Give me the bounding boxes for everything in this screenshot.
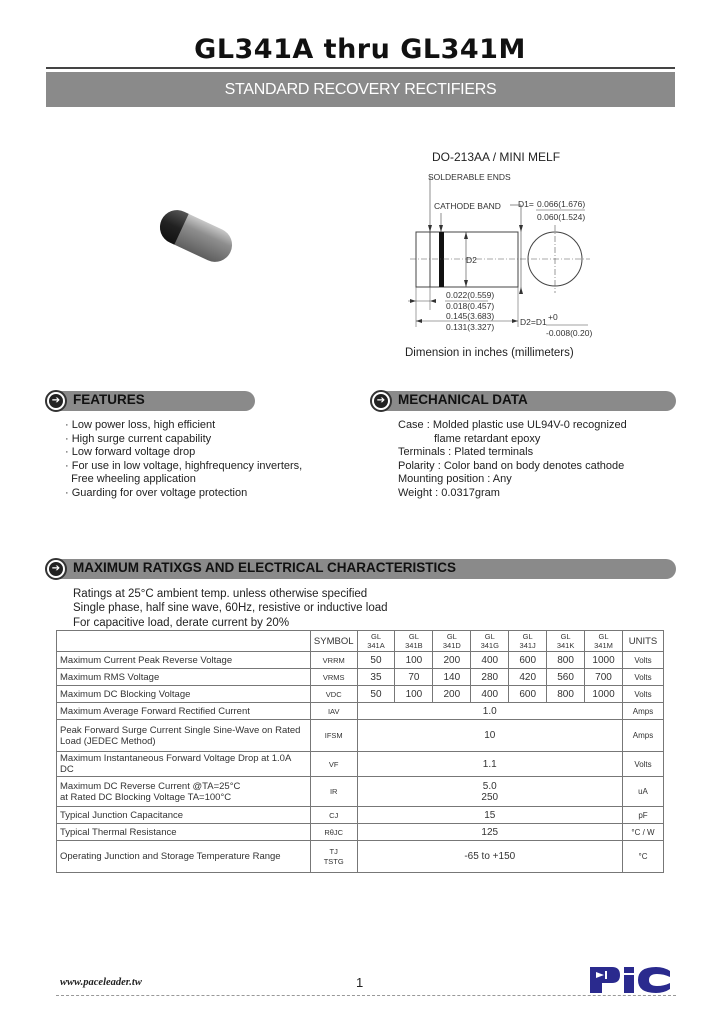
mechanical-list bbox=[398, 419, 627, 501]
list-item: Terminals : Plated terminals bbox=[398, 446, 534, 459]
page-title: GL341A thru GL341M bbox=[194, 34, 526, 65]
label-tolerance-plus: +0 bbox=[548, 312, 558, 322]
list-item: · Low power loss, high efficient bbox=[65, 419, 216, 431]
list-item: · Low forward voltage drop bbox=[65, 446, 196, 459]
label-d1-max: 0.066(1.676) bbox=[537, 199, 586, 209]
dimension-caption: Dimension in inches (millimeters) bbox=[405, 347, 574, 359]
table-header-symbol: SYMBOL bbox=[310, 631, 357, 652]
table-row: Operating Junction and Storage Temperature Range TJ TSTG -65 to +150 °C bbox=[57, 841, 664, 873]
table-row: Maximum Instantaneous Forward Voltage Drop at 1.0A DC VF 1.1 Volts bbox=[57, 752, 664, 777]
label-d1: D1= bbox=[518, 199, 534, 209]
mechanical-heading-label: MECHANICAL DATA bbox=[398, 392, 528, 407]
mechanical-heading bbox=[370, 389, 676, 413]
table-row: Maximum DC Blocking Voltage VDC 50 100 200 400 600 800 1000 Volts bbox=[57, 686, 664, 703]
footer-divider bbox=[56, 995, 676, 996]
page-number: 1 bbox=[356, 975, 364, 990]
list-item: Mounting position : Any bbox=[398, 473, 512, 486]
table-row: Maximum Average Forward Rectified Current IAV 1.0 Amps bbox=[57, 703, 664, 720]
table-row: Maximum Current Peak Reverse Voltage VRRM 50 100 200 400 600 800 1000 Volts bbox=[57, 652, 664, 669]
table-row: Typical Junction Capacitance CJ 15 pF bbox=[57, 807, 664, 824]
table-row: Maximum RMS Voltage VRMS 35 70 140 280 420 560 700 Volts bbox=[57, 669, 664, 686]
table-row: Maximum DC Reverse Current @TA=25°C at Rated DC Blocking Voltage TA=100°C IR 5.0 250 uA bbox=[57, 777, 664, 807]
label-band-max: 0.022(0.559) bbox=[446, 290, 495, 300]
list-item: Weight : 0.0317gram bbox=[398, 486, 500, 499]
ratings-heading bbox=[45, 557, 676, 581]
arrow-circle-icon: ➔ bbox=[45, 558, 67, 580]
table-header-part: GL 341G bbox=[471, 631, 509, 652]
list-item: · High surge current capability bbox=[65, 432, 212, 445]
list-item: Case : Molded plastic use UL94V-0 recognized bbox=[398, 419, 627, 431]
table-header-part: GL 341A bbox=[357, 631, 395, 652]
list-item: · Guarding for over voltage protection bbox=[65, 486, 248, 499]
features-heading-label: FEATURES bbox=[73, 392, 145, 407]
ratings-note: For capacitive load, derate current by 20% bbox=[73, 616, 290, 629]
label-d1-min: 0.060(1.524) bbox=[537, 212, 586, 222]
table-header-part: GL 341J bbox=[509, 631, 547, 652]
label-length-min: 0.131(3.327) bbox=[446, 322, 495, 332]
table-header-units: UNITS bbox=[622, 631, 663, 652]
ratings-heading-label: MAXIMUM RATIXGS AND ELECTRICAL CHARACTERISTICS bbox=[73, 560, 456, 575]
label-cathode-band: CATHODE BAND bbox=[434, 201, 501, 211]
label-tolerance: D2=D1 bbox=[520, 317, 547, 327]
table-header-row bbox=[57, 631, 664, 652]
label-length-max: 0.145(3.683) bbox=[446, 311, 495, 321]
list-item: Free wheeling application bbox=[65, 473, 196, 486]
table-row: Typical Thermal Resistance RθJC 125 °C / W bbox=[57, 824, 664, 841]
arrow-circle-icon: ➔ bbox=[370, 390, 392, 412]
features-list bbox=[65, 419, 302, 501]
title-divider bbox=[46, 67, 675, 69]
subtitle-banner: STANDARD RECOVERY RECTIFIERS bbox=[46, 72, 675, 107]
ratings-note: Ratings at 25°C ambient temp. unless otherwise specified bbox=[73, 588, 368, 600]
list-item: Polarity : Color band on body denotes cathode bbox=[398, 459, 625, 472]
table-header-desc bbox=[57, 631, 311, 652]
label-solderable-ends: SOLDERABLE ENDS bbox=[428, 172, 511, 182]
table-header-part: GL 341D bbox=[433, 631, 471, 652]
characteristics-table bbox=[56, 630, 664, 873]
table-header-part: GL 341M bbox=[585, 631, 623, 652]
dimension-drawing bbox=[400, 165, 600, 340]
label-band-min: 0.018(0.457) bbox=[446, 301, 495, 311]
label-tolerance-minus: -0.008(0.20) bbox=[546, 328, 593, 338]
arrow-circle-icon: ➔ bbox=[45, 390, 67, 412]
pic-logo bbox=[586, 965, 672, 995]
package-caption: DO-213AA / MINI MELF bbox=[432, 150, 561, 164]
list-item: · For use in low voltage, highfrequency inverters, bbox=[65, 459, 303, 472]
ratings-note: Single phase, half sine wave, 60Hz, resistive or inductive load bbox=[73, 602, 388, 615]
table-row: Peak Forward Surge Current Single Sine-Wave on Rated Load (JEDEC Method) IFSM 10 Amps bbox=[57, 720, 664, 752]
footer-url[interactable]: www.paceleader.tw bbox=[60, 977, 142, 988]
table-header-part: GL 341B bbox=[395, 631, 433, 652]
melf-cathode-band bbox=[154, 205, 188, 245]
ratings-notes bbox=[73, 587, 388, 630]
label-d2: D2 bbox=[466, 255, 477, 265]
features-heading bbox=[45, 389, 255, 413]
table-header-part: GL 341K bbox=[547, 631, 585, 652]
list-item: flame retardant epoxy bbox=[434, 432, 541, 445]
melf-diode-image bbox=[154, 205, 237, 268]
